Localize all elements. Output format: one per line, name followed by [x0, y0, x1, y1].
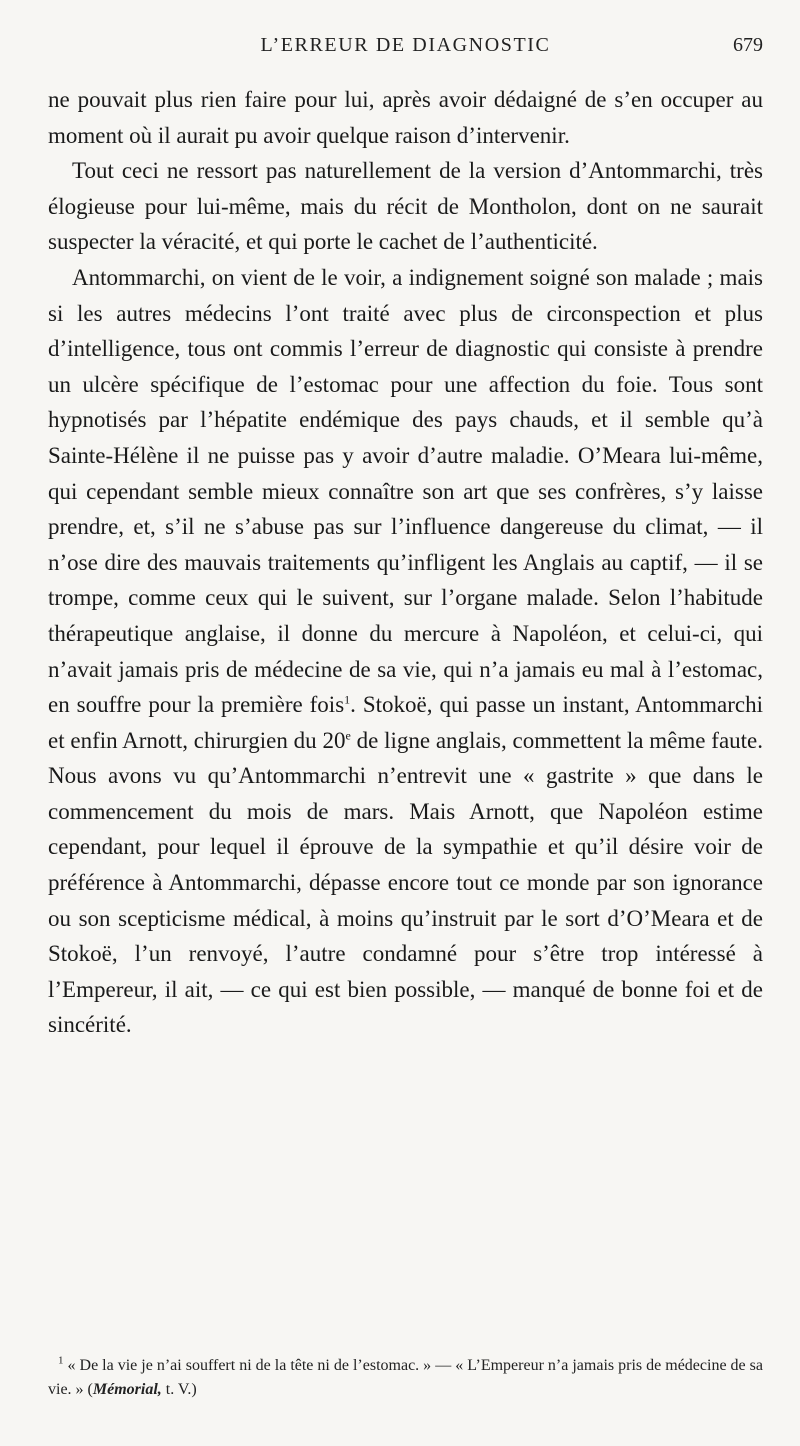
footnote-source: Mémorial, — [92, 1381, 162, 1398]
paragraph-text: Antommarchi, on vient de le voir, a indignement soigné son malade ; mais si les autres médecins l’ont traité avec plus de circonspection et plus d’intelligence, tous ont commis l’erreur de diagnostic qui consiste à prendre un ulcère spécifique de l’estomac pour une affection du foie. Tous sont hypnotisés par l’hépatite endémique des pays chauds, et il semble qu’à Sainte-Hélène il ne puisse pas y avoir d’autre maladie. O’Meara lui-même, qui cependant semble mieux connaître son art que ses confrères, s’y laisse prendre, et, s’il ne s’abuse pas sur l’influence dangereuse du climat, — il n’ose dire des mauvais traitements qu’infligent les Anglais au captif, — il se trompe, comme ceux qui le suivent, sur l’organe malade. Selon l’habitude thérapeutique anglaise, il donne du mercure à Napoléon, et celui-ci, qui n’avait jamais pris de médecine de sa vie, qui n’a jamais eu mal à l’estomac, en souffre pour la première fois — [48, 264, 763, 718]
running-title: L’ERREUR DE DIAGNOSTIC — [260, 34, 551, 56]
running-head — [48, 34, 763, 64]
footnotes — [48, 1354, 763, 1402]
ordinal-suffix: e — [345, 728, 351, 743]
footnote-text: t. V.) — [161, 1381, 197, 1398]
page-number: 679 — [733, 34, 763, 56]
paragraph-continuation: ne pouvait plus rien faire pour lui, après avoir dédaigné de s’en occuper au moment où il aurait pu avoir quelque raison d’intervenir. — [48, 87, 763, 148]
footnote — [48, 1354, 763, 1402]
paragraph-text: de ligne anglais, commettent la même faute. Nous avons vu qu’Antommarchi n’entrevit une « gastrite » que dans le commencement du mois de mars. Mais Arnott, que Napoléon estime cependant, pour lequel il éprouve de la sympathie et qu’il désire voir de préférence à Antommarchi, dépasse encore tout ce monde par son ignorance ou son scepticisme médical, à moins qu’instruit par le sort d’O’Meara et de Stokoë, l’un renvoyé, l’autre condamné pour s’être trop intéressé à l’Empereur, il ait, — ce qui est bien possible, — manqué de bonne foi et de sincérité. — [48, 727, 763, 1038]
body-text — [48, 82, 763, 1043]
footnote-mark: 1 — [58, 1354, 64, 1367]
paragraph-text: . Stokoë, qui passe un instant, Antommarchi et enfin Arnott, chirurgien du 20 — [48, 692, 763, 753]
paragraph: Tout ceci ne ressort pas naturellement de la version d’Antommarchi, très élogieuse pour lui-même, mais du récit de Montholon, dont on ne saurait suspecter la véracité, et qui porte le cachet de l’authenticité. — [48, 158, 763, 255]
footnote-text: « De la vie je n’ai souffert ni de la tête ni de l’estomac. » — « L’Empereur n’a jamais pris de médecine de sa vie. » ( — [48, 1357, 763, 1398]
footnote-reference: 1 — [344, 692, 351, 707]
paragraph — [48, 260, 763, 1043]
